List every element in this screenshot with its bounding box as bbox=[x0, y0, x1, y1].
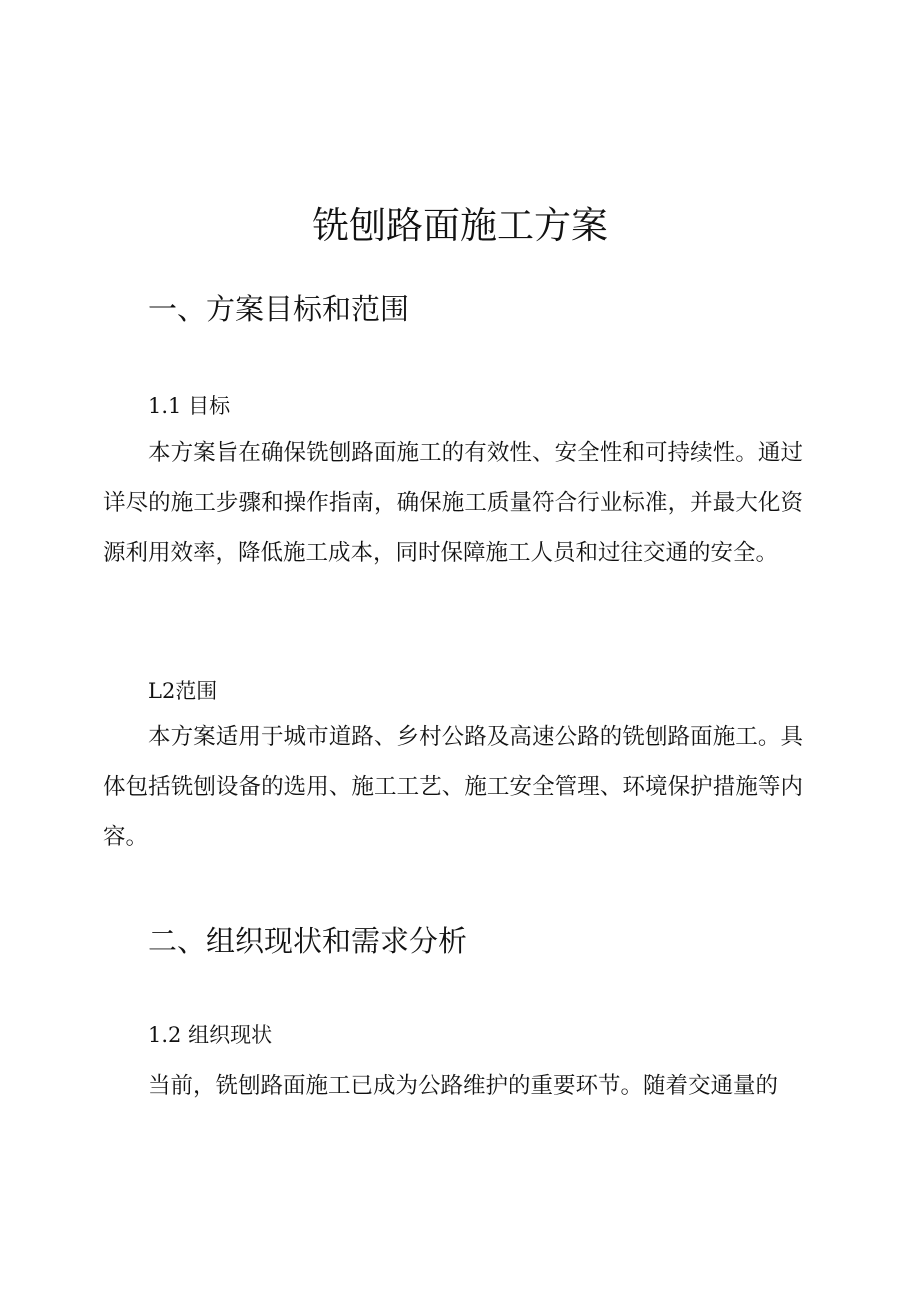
section-heading-2: 二、组织现状和需求分析 bbox=[148, 924, 468, 958]
subsection-heading-goal: 1.1 目标 bbox=[148, 394, 231, 418]
paragraph-goal: 本方案旨在确保铣刨路面施工的有效性、安全性和可持续性。通过详尽的施工步骤和操作指南，确保施工质量符合行业标准，并最大化资源利用效率，降低施工成本，同时保障施工人员和过往交通的安全。 bbox=[103, 440, 803, 566]
document-title: 铣刨路面施工方案 bbox=[312, 203, 608, 247]
section-heading-1: 一、方案目标和范围 bbox=[148, 292, 410, 326]
paragraph-scope: 本方案适用于城市道路、乡村公路及高速公路的铣刨路面施工。具体包括铣刨设备的选用、施工工艺、施工安全管理、环境保护措施等内容。 bbox=[103, 724, 803, 850]
subsection-heading-scope: L2范围 bbox=[148, 679, 218, 703]
paragraph-status: 当前，铣刨路面施工已成为公路维护的重要环节。随着交通量的 bbox=[148, 1073, 779, 1099]
subsection-heading-status: 1.2 组织现状 bbox=[148, 1023, 273, 1047]
